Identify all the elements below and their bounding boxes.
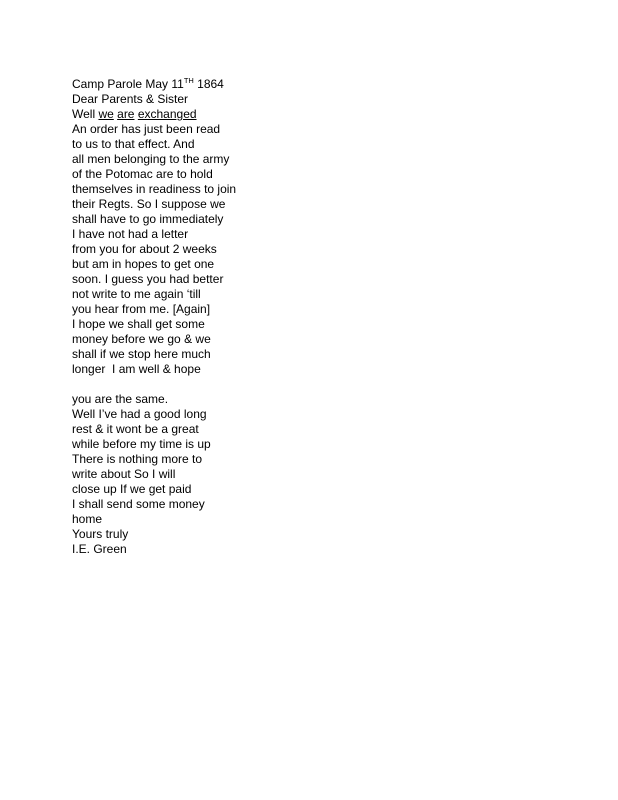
letter-line: write about So I will [72,467,176,481]
exchanged-word-exchanged: exchanged [137,107,197,121]
dateline-ordinal-superscript: TH [183,76,194,85]
letter-line: I shall send some money [72,497,205,511]
dateline-prefix: Camp Parole May 11 [72,77,184,91]
letter-line: while before my time is up [72,437,211,451]
letter-line: Well I’ve had a good long [72,407,207,421]
letter-line: soon. I guess you had better [72,272,224,286]
letter-line: shall if we stop here much [72,347,211,361]
letter-line: you are the same. [72,392,169,406]
letter-line: themselves in readiness to join [72,182,237,196]
letter-line: of the Potomac are to hold [72,167,213,181]
letter-line: from you for about 2 weeks [72,242,217,256]
letter-dateline [72,77,578,92]
letter-line: An order has just been read [72,122,221,136]
letter-line: shall have to go immediately [72,212,224,226]
letter-line: close up If we get paid [72,482,192,496]
letter-line: I hope we shall get some [72,317,205,331]
letter-signature: I.E. Green [72,542,127,556]
letter-line: to us to that effect. And [72,137,195,151]
letter-line: you hear from me. [Again] [72,302,211,316]
letter-line: but am in hopes to get one [72,257,215,271]
letter-line: There is nothing more to [72,452,203,466]
blank-line [72,377,578,392]
exchanged-word-we: we [98,107,114,121]
letter-line: not write to me again ‘till [72,287,201,301]
letter-line: home [72,512,103,526]
letter-signoff: Yours truly [72,527,129,541]
letter-line: I have not had a letter [72,227,189,241]
exchanged-word-are: are [117,107,135,121]
exchanged-lead: Well [72,107,99,121]
letter-line-exchanged [72,107,578,122]
letter-line: their Regts. So I suppose we [72,197,226,211]
letter-line: longer I am well & hope [72,362,201,376]
letter-line: money before we go & we [72,332,211,346]
letter-line: rest & it wont be a great [72,422,199,436]
letter-salutation: Dear Parents & Sister [72,92,189,106]
dateline-suffix: 1864 [193,77,224,91]
letter-line: all men belonging to the army [72,152,230,166]
